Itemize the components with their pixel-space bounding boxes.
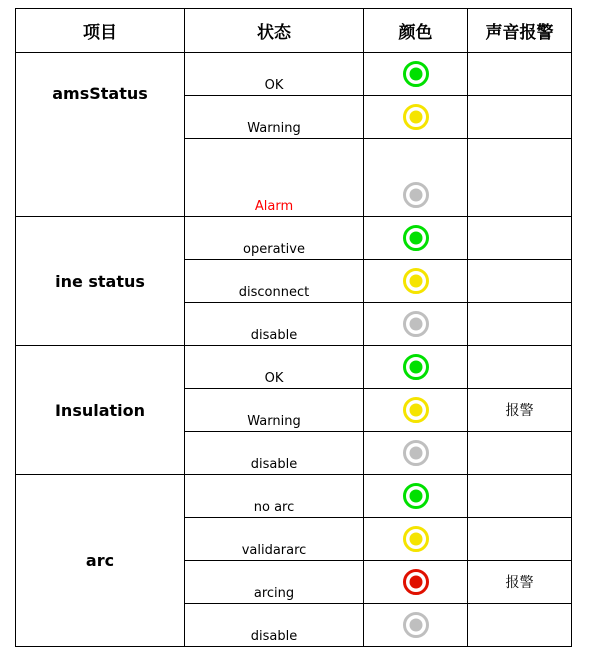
table-row — [16, 217, 572, 260]
yellow-indicator-icon — [402, 267, 430, 295]
color-cell — [364, 432, 468, 475]
table-row — [16, 346, 572, 389]
color-cell — [364, 346, 468, 389]
sound-cell: 报警 — [468, 389, 572, 432]
sound-cell — [468, 53, 572, 96]
table-row — [16, 475, 572, 518]
gray-indicator-icon — [402, 611, 430, 639]
sound-cell — [468, 604, 572, 647]
status-cell: validararc — [185, 518, 364, 561]
color-cell — [364, 303, 468, 346]
color-cell — [364, 561, 468, 604]
yellow-indicator-icon — [402, 103, 430, 131]
sound-cell — [468, 139, 572, 217]
yellow-indicator-icon — [402, 525, 430, 553]
color-cell — [364, 260, 468, 303]
status-cell: OK — [185, 346, 364, 389]
sound-cell — [468, 217, 572, 260]
status-cell: disable — [185, 303, 364, 346]
color-cell — [364, 518, 468, 561]
color-cell — [364, 139, 468, 217]
green-indicator-icon — [402, 353, 430, 381]
sound-cell — [468, 432, 572, 475]
color-cell — [364, 475, 468, 518]
sound-cell — [468, 260, 572, 303]
sound-cell — [468, 303, 572, 346]
status-cell: operative — [185, 217, 364, 260]
table-header-row — [16, 9, 572, 53]
table-row — [16, 53, 572, 96]
item-cell: Insulation — [16, 346, 185, 475]
header-sound-alarm: 声音报警 — [468, 9, 572, 53]
status-color-table — [15, 8, 572, 647]
item-cell: ine status — [16, 217, 185, 346]
gray-indicator-icon — [402, 439, 430, 467]
color-cell — [364, 217, 468, 260]
status-cell: OK — [185, 53, 364, 96]
green-indicator-icon — [402, 482, 430, 510]
color-cell — [364, 389, 468, 432]
gray-indicator-icon — [402, 310, 430, 338]
status-cell: Warning — [185, 96, 364, 139]
status-cell: disconnect — [185, 260, 364, 303]
status-cell: disable — [185, 432, 364, 475]
color-cell — [364, 604, 468, 647]
gray-indicator-icon — [402, 181, 430, 209]
status-cell: arcing — [185, 561, 364, 604]
item-cell: arc — [16, 475, 185, 647]
sound-cell: 报警 — [468, 561, 572, 604]
header-color: 颜色 — [364, 9, 468, 53]
yellow-indicator-icon — [402, 396, 430, 424]
red-indicator-icon — [402, 568, 430, 596]
status-cell: Warning — [185, 389, 364, 432]
header-item: 项目 — [16, 9, 185, 53]
status-cell: disable — [185, 604, 364, 647]
sound-cell — [468, 475, 572, 518]
item-cell: amsStatus — [16, 53, 185, 217]
header-status: 状态 — [185, 9, 364, 53]
sound-cell — [468, 518, 572, 561]
green-indicator-icon — [402, 224, 430, 252]
status-cell-alarm: Alarm — [185, 139, 364, 217]
sound-cell — [468, 346, 572, 389]
sound-cell — [468, 96, 572, 139]
color-cell — [364, 53, 468, 96]
green-indicator-icon — [402, 60, 430, 88]
status-cell: no arc — [185, 475, 364, 518]
color-cell — [364, 96, 468, 139]
